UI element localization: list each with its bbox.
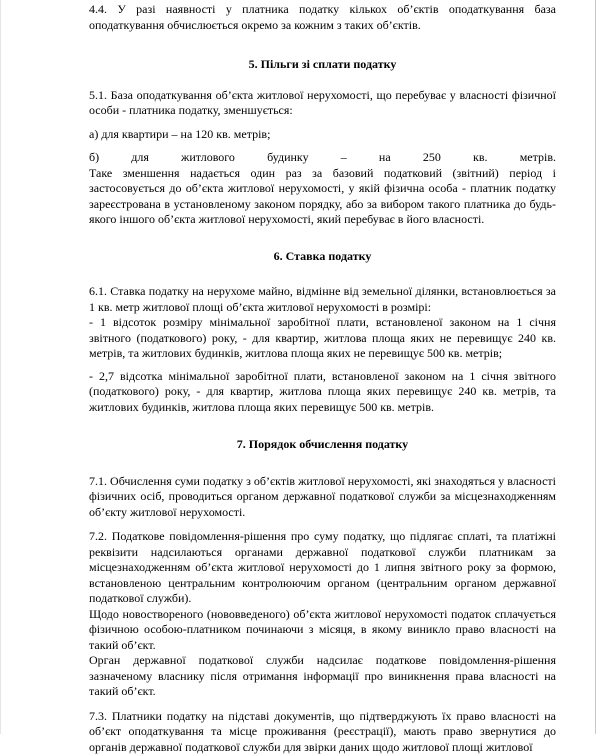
section-6-title: 6. Ставка податку — [89, 249, 556, 265]
section-7-title: 7. Порядок обчислення податку — [89, 437, 556, 453]
paragraph-6-1-a: - 1 відсоток розміру мінімальної заробітної плати, встановленої законом на 1 січня звітного (податкового) року, - для квартир, житлова площа яких не перевищує 240 кв. метрів, та житлових будинків, житлова площа яких не перевищує 500 кв. метрів; — [89, 315, 556, 362]
paragraph-5-1-c: Таке зменшення надається один раз за базовий податковий (звітний) період і застосовується до об’єкта житлової нерухомості, у якій фізична особа - платник податку зареєстрована в установленому законом порядку, або за вибором такого платника до будь-якого іншого об’єкта житлової нерухомості, який перебуває в його власності. — [89, 166, 556, 228]
paragraph-7-2: 7.2. Податкове повідомлення-рішення про суму податку, що підлягає сплаті, та платіжні реквізити надсилаються органами державної податкової служби платникам за місцезнаходженням об’єкта житлової нерухомості до 1 липня звітного року за формою, встановленою центральним контролюючим органом (центральним органом державної податкової служби). — [89, 529, 556, 607]
paragraph-7-2-c: Орган державної податкової служби надсилає податкове повідомлення-рішення зазначеному власнику після отримання інформації про виникнення права власності на такий об’єкт. — [89, 653, 556, 700]
paragraph-4-4: 4.4. У разі наявності у платника податку кількох об’єктів оподаткування база оподаткування обчислюється окремо за кожним з таких об’єктів. — [89, 2, 556, 33]
paragraph-6-1-b: - 2,7 відсотка мінімальної заробітної плати, встановленої законом на 1 січня звітного (податкового) року, - для квартир, житлова площа яких перевищує 240 кв. метрів, та житлових будинків, житлова площа яких перевищує 500 кв. метрів. — [89, 369, 556, 416]
paragraph-7-2-b: Щодо новоствореного (нововведеного) об’єкта житлової нерухомості податок сплачується фізичною особою-платником починаючи з місяця, в якому виникло право власності на такий об’єкт. — [89, 607, 556, 654]
paragraph-7-3: 7.3. Платники податку на підставі документів, що підтверджують їх право власності на об’єкт оподаткування та місце проживання (реєстрації), мають право звернутися до органів державної податкової служби для звірки даних щодо житлової площі житлової — [89, 709, 556, 755]
paragraph-7-1: 7.1. Обчислення суми податку з об’єктів житлової нерухомості, які знаходяться у власності фізичних осіб, проводиться органом державної податкової служби за місцезнаходженням об’єкту житлової нерухомості. — [89, 474, 556, 521]
paragraph-5-1-a: а) для квартири – на 120 кв. метрів; — [89, 127, 556, 143]
document-body — [89, 2, 556, 755]
section-5-title: 5. Пільги зі сплати податку — [89, 57, 556, 73]
paragraph-6-1: 6.1. Ставка податку на нерухоме майно, відмінне від земельної ділянки, встановлюється за 1 кв. метр житлової площі об’єкта житлової нерухомості в розмірі: — [89, 284, 556, 315]
paragraph-5-1-b: б) для житлового будинку – на 250 кв. метрів. — [89, 150, 556, 166]
paragraph-5-1: 5.1. База оподаткування об’єкта житлової нерухомості, що перебуває у власності фізичної особи - платника податку, зменшується: — [89, 88, 556, 119]
